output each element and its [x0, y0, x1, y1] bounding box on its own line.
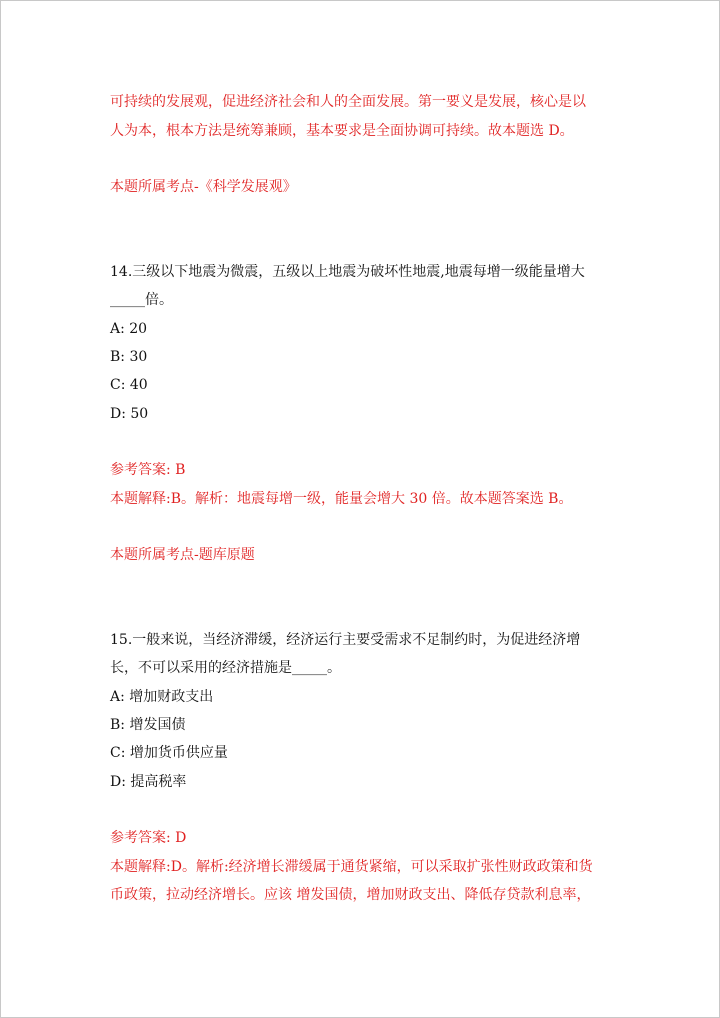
q15-option-a: A: 增加财政支出 [110, 689, 214, 705]
q13-explanation-line-2: 人为本，根本方法是统筹兼顾，基本要求是全面协调可持续。故本题选 D。 [110, 123, 574, 139]
q14-topic: 本题所属考点-题库原题 [110, 547, 255, 563]
q13-topic: 本题所属考点-《科学发展观》 [110, 179, 297, 195]
q14-explanation: 本题解释:B。解析：地震每增一级，能量会增大 30 倍。故本题答案选 B。 [110, 491, 573, 507]
q15-stem-line-2: 长，不可以采用的经济措施是_____。 [110, 660, 341, 676]
q15-explanation-line-2: 币政策，拉动经济增长。应该 增发国债，增加财政支出、降低存贷款利息率， [110, 887, 591, 903]
q14-option-b: B: 30 [110, 349, 148, 365]
q13-explanation-line-1: 可持续的发展观，促进经济社会和人的全面发展。第一要义是发展，核心是以 [110, 94, 586, 110]
q15-explanation-line-1: 本题解释:D。解析:经济增长滞缓属于通货紧缩，可以采取扩张性财政政策和货 [110, 859, 593, 875]
q15-option-c: C: 增加货币供应量 [110, 745, 228, 761]
q15-option-d: D: 提高税率 [110, 774, 187, 790]
q14-option-a: A: 20 [110, 321, 148, 337]
q14-stem-line-1: 14.三级以下地震为微震，五级以上地震为破坏性地震,地震每增一级能量增大 [110, 264, 585, 280]
q14-answer: 参考答案: B [110, 462, 186, 478]
q14-option-d: D: 50 [110, 406, 149, 422]
q15-option-b: B: 增发国债 [110, 717, 186, 733]
q15-answer: 参考答案: D [110, 830, 187, 846]
q14-option-c: C: 40 [110, 377, 148, 393]
q15-stem-line-1: 15.一般来说，当经济滞缓，经济运行主要受需求不足制约时，为促进经济增 [110, 632, 581, 648]
q14-stem-line-2: _____倍。 [110, 292, 173, 308]
